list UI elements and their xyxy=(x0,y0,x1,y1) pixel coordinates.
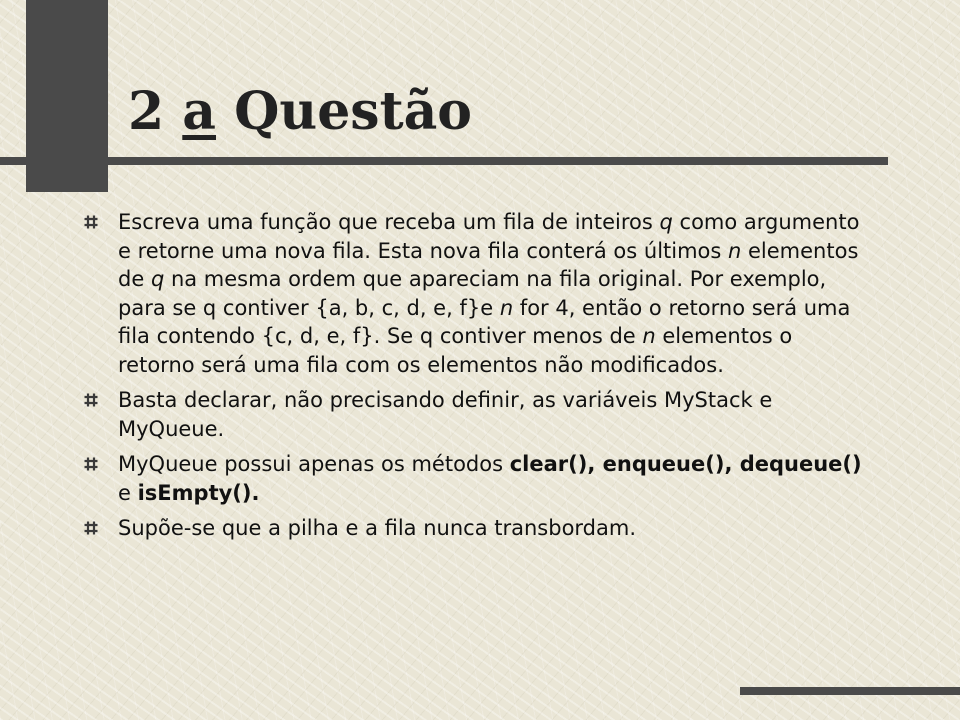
var-q: q xyxy=(150,267,165,291)
hash-bullet-icon xyxy=(84,457,98,471)
hash-bullet-icon xyxy=(84,521,98,535)
var-q: q xyxy=(659,210,673,234)
title-word: Questão xyxy=(234,81,472,142)
bullet-text: Supõe-se que a pilha e a fila nunca transbordam. xyxy=(118,516,637,540)
bullet-item xyxy=(84,450,864,507)
bullet-text: Escreva uma função que receba um fila de inteiros q como argumento e retorne uma nova fila. Esta nova fila conterá os últimos n elementos de q na mesma ordem que apareciam na fila original. Por exemplo, para se q contiver {a, b, c, d, e, f}e n for 4, então o retorno será uma fila contendo {c, d, e, f}. Se q contiver menos de n elementos o retorno será uma fila com os elementos não modificados. xyxy=(118,210,860,377)
bullet-item xyxy=(84,514,864,543)
method-list: clear(), enqueue(), dequeue() xyxy=(509,452,862,476)
bullet-item xyxy=(84,386,864,443)
bullet-text: MyQueue possui apenas os métodos clear(), enqueue(), dequeue() e isEmpty(). xyxy=(118,452,862,505)
bullet-text: Basta declarar, não precisando definir, as variáveis MyStack e MyQueue. xyxy=(118,388,773,441)
var-n: n xyxy=(499,295,514,320)
slide-content xyxy=(84,208,864,550)
var-n: n xyxy=(728,238,742,263)
hash-bullet-icon xyxy=(84,393,98,407)
title-ordinal: a xyxy=(182,81,216,142)
hash-bullet-icon xyxy=(84,215,98,229)
bullet-item xyxy=(84,208,864,379)
slide-title xyxy=(128,80,472,144)
title-rule xyxy=(0,157,888,165)
bottom-rule xyxy=(740,687,960,695)
var-n: n xyxy=(642,324,656,348)
method-isempty: isEmpty(). xyxy=(137,480,260,505)
title-number: 2 xyxy=(128,81,165,142)
